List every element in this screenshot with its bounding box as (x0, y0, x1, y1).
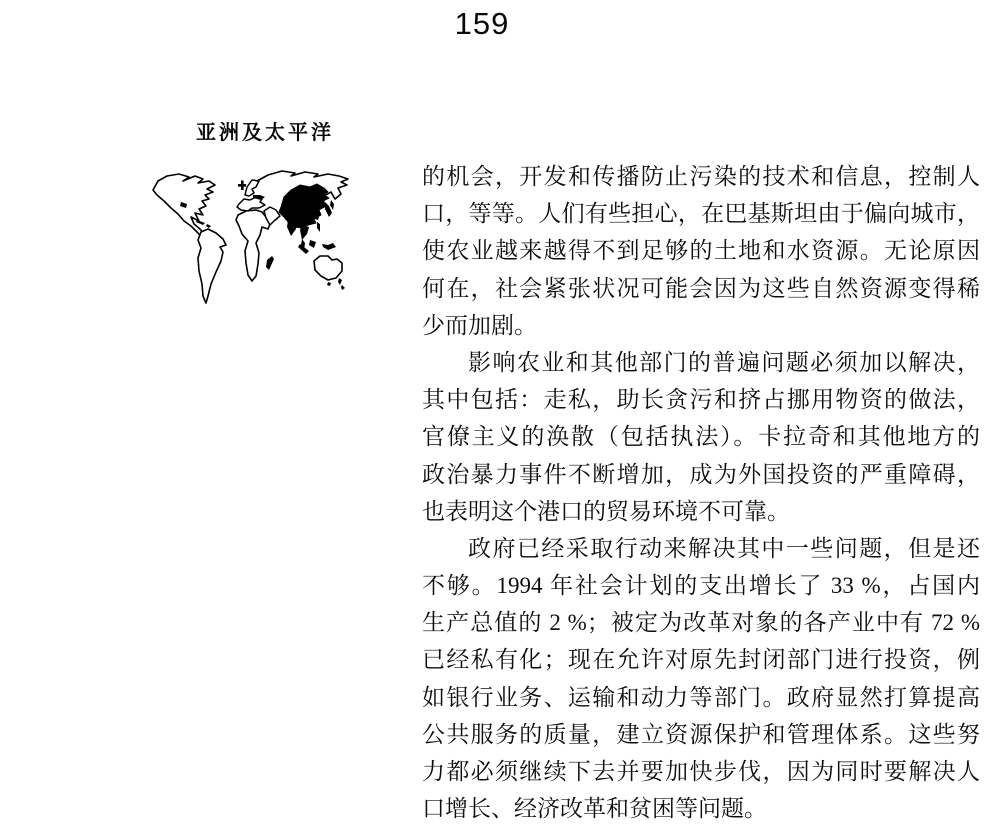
text-line: 少而加剧。 (422, 312, 537, 338)
text-line: 何在，社会紧张状况可能会因为这些自然资源变得稀 (422, 275, 980, 301)
text-line: 力都必须继续下去并要加快步伐，因为同时要解决人 (422, 759, 980, 784)
text-line: 不够。1994 年社会计划的支出增长了 33 %，占国内 (422, 573, 980, 599)
body-text-column (422, 158, 980, 827)
text-line: 口，等等。人们有些担心，在巴基斯坦由于偏向城市， (422, 201, 980, 227)
text-line: 官僚主义的涣散（包括执法）。卡拉奇和其他地方的 (422, 424, 980, 450)
text-line: 的机会，开发和传播防止污染的技术和信息，控制人 (422, 164, 980, 189)
text-line: 政府已经采取行动来解决其中一些问题，但是还 (468, 535, 980, 561)
text-line: 使农业越来越得不到足够的土地和水资源。无论原因 (422, 238, 980, 264)
text-line: 其中包括：走私，助长贪污和挤占挪用物资的做法， (422, 387, 980, 413)
text-line: 政治暴力事件不断增加，成为外国投资的严重障碍， (422, 461, 980, 487)
text-line: 公共服务的质量，建立资源保护和管理体系。这些努 (422, 721, 980, 747)
world-map-icon (145, 164, 352, 306)
page-number: 159 (454, 6, 510, 41)
text-line: 口增长、经济改革和贫困等问题。 (422, 796, 767, 822)
text-line: 影响农业和其他部门的普遍问题必须加以解决， (468, 349, 980, 375)
text-line: 生产总值的 2 %；被定为改革对象的各产业中有 72 % (422, 610, 980, 636)
section-heading: 亚洲及太平洋 (196, 122, 334, 144)
text-line: 如银行业务、运输和动力等部门。政府显然打算提高 (422, 684, 980, 710)
text-line: 已经私有化；现在允许对原先封闭部门进行投资，例 (422, 647, 980, 673)
text-line: 也表明这个港口的贸易环境不可靠。 (422, 498, 790, 524)
